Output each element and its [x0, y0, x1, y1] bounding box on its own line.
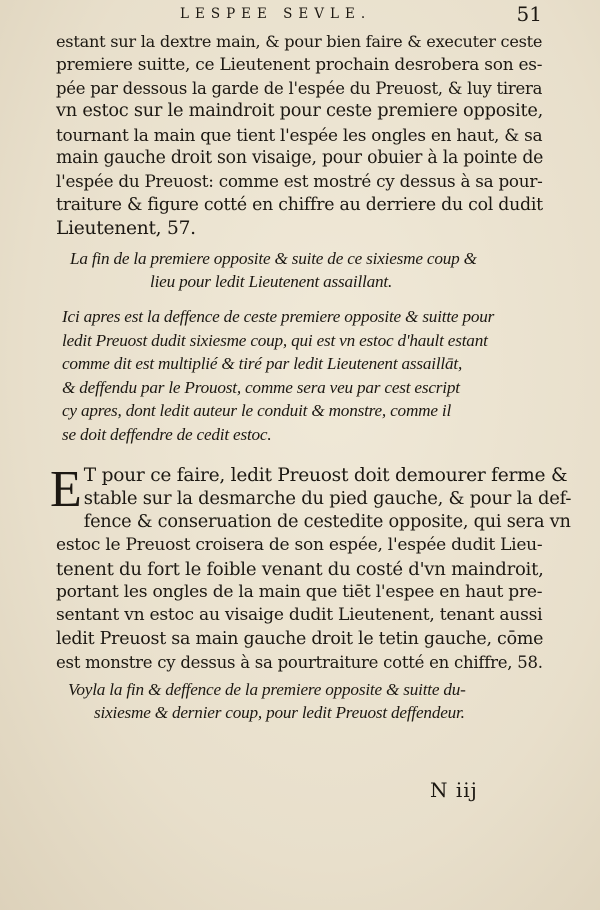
caption-line: & deffendu par le Prouost, comme sera veu par cest escript — [62, 377, 460, 397]
caption-1 — [56, 247, 546, 294]
text-line: pée par dessous la garde de l'espée du Preuost, & luy tirera — [56, 78, 543, 98]
text-line: fence & conseruation de cestedite opposite, qui sera vn — [83, 511, 571, 532]
text-line: l'espée du Preuost: comme est mostré cy dessus à sa pour- — [56, 171, 543, 192]
text-line: estant sur la dextre main, & pour bien faire & executer ceste — [56, 32, 543, 51]
text-line: est monstre cy dessus à sa pourtraiture cotté en chiffre, 58. — [56, 653, 543, 673]
text-line: vn estoc sur le maindroit pour ceste premiere opposite, — [56, 101, 543, 122]
caption-line: comme dit est multiplié & tiré par ledit Lieutenent assaillāt, — [62, 354, 463, 374]
text-line: portant les ongles de la main que tiēt l'espee en haut pre- — [56, 581, 543, 602]
text-line: estoc le Preuost croisera de son espée, l'espée dudit Lieu- — [56, 535, 543, 556]
caption-line: Ici apres est la deffence de ceste premiere opposite & suitte pour — [62, 307, 495, 327]
caption-line: lieu pour ledit Lieutenent assaillant. — [150, 272, 393, 292]
text-line: tenent du fort le foible venant du costé d'vn maindroit, — [56, 558, 544, 580]
drop-cap: E — [50, 460, 82, 518]
page-number: 51 — [516, 2, 542, 26]
caption-3 — [56, 678, 546, 725]
text-line: premiere suitte, ce Lieutenent prochain desrobera son es- — [56, 54, 543, 75]
text-line: traiture & figure cotté en chiffre au derriere du col dudit — [56, 194, 543, 215]
text-line: stable sur la desmarche du pied gauche, & pour la def- — [83, 488, 572, 510]
text-line: T pour ce faire, ledit Preuost doit demourer ferme & — [83, 464, 568, 486]
caption-line: ledit Preuost dudit sixiesme coup, qui est vn estoc d'hault estant — [62, 330, 488, 350]
text-line: Lieutenent, 57. — [56, 218, 196, 240]
text-line: sentant vn estoc au visaige dudit Lieutenent, tenant aussi — [56, 605, 543, 626]
paragraph-2 — [50, 460, 572, 675]
text-line: ledit Preuost sa main gauche droit le tetin gauche, cōme — [56, 628, 544, 649]
text-line: main gauche droit son visaige, pour obuier à la pointe de — [56, 148, 544, 169]
signature-mark: N iij — [430, 778, 478, 802]
page-body — [50, 30, 572, 724]
caption-line: se doit deffendre de cedit estoc. — [62, 424, 272, 444]
caption-2 — [56, 305, 546, 445]
caption-line: Voyla la fin & deffence de la premiere opposite & suitte du- — [68, 679, 466, 699]
caption-line: La fin de la premiere opposite & suite de ce sixiesme coup & — [70, 248, 477, 268]
text-line: tournant la main que tient l'espée les ongles en haut, & sa — [56, 124, 543, 145]
running-head: LESPEE SEVLE. — [180, 6, 372, 22]
paragraph-1 — [56, 30, 546, 241]
caption-line: sixiesme & dernier coup, pour ledit Preuost deffendeur. — [94, 702, 465, 722]
caption-line: cy apres, dont ledit auteur le conduit & monstre, comme il — [62, 401, 452, 421]
